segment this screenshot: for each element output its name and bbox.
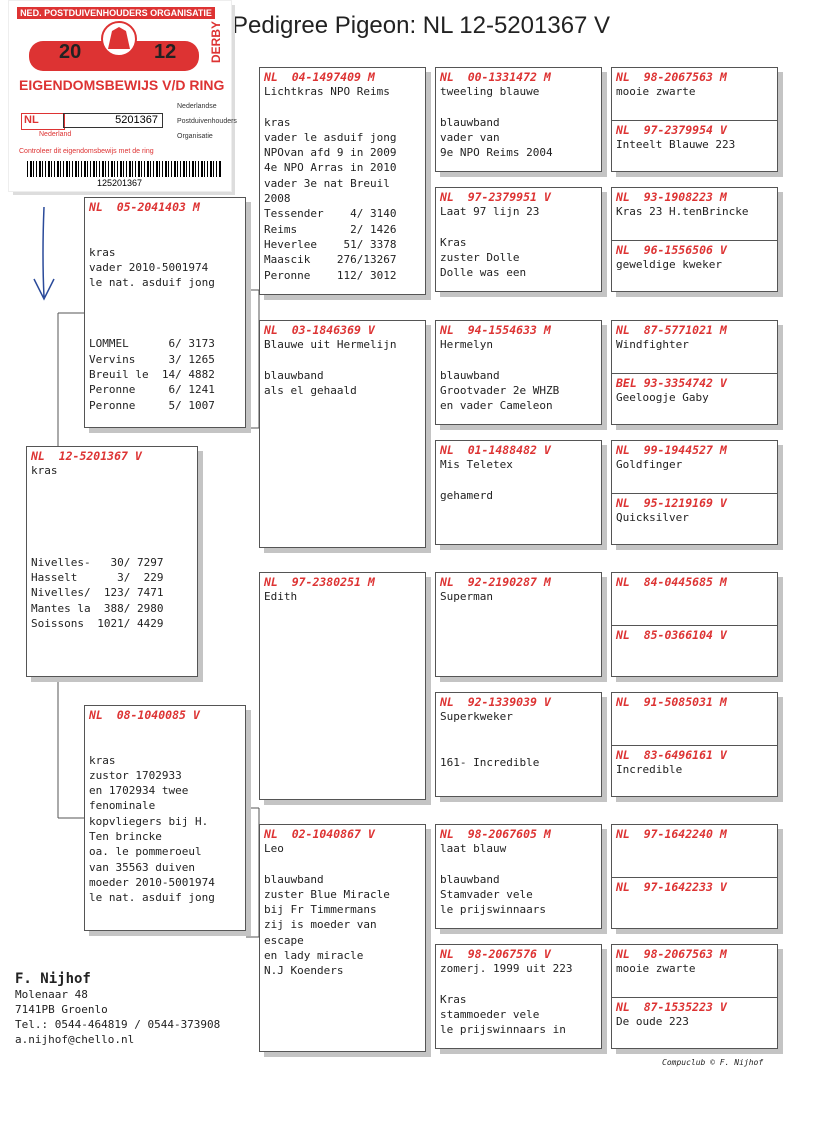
pigeon-info-line: Vervins 3/ 1265 — [89, 352, 215, 366]
pigeon-info-line: Nivelles/ 123/ 7471 — [31, 586, 164, 600]
pigeon-info-line — [85, 214, 245, 229]
pigeon-info-line: N.J Koenders — [264, 964, 344, 978]
great-great-grandparent-box — [611, 187, 778, 292]
pigeon-info-line: Grootvader 2e WHZB — [440, 383, 560, 397]
pigeon-info-line: mooie zwarte — [616, 962, 696, 975]
certificate-heading: EIGENDOMSBEWIJS V/D RING — [19, 77, 225, 93]
certificate-year-left: 20 — [59, 41, 82, 63]
great-grandparent-box — [435, 67, 602, 172]
pigeon-info-line: stammoeder vele — [440, 1007, 540, 1021]
ring-number: NL 00-1331472 M — [440, 70, 551, 84]
pigeon-info-line: Kras — [440, 235, 467, 249]
pigeon-info-line: Hasselt 3/ 229 — [31, 571, 164, 585]
great-grandparent-box — [435, 824, 602, 929]
grandparent-box — [259, 824, 426, 1052]
certificate-derby: DERBY — [209, 20, 223, 63]
pigeon-info-line: fenominale — [89, 799, 156, 813]
sire-entry — [612, 825, 777, 841]
pigeon-info-line: Windfighter — [616, 338, 689, 351]
pigeon-info-line: Hermelyn — [440, 338, 493, 351]
npo-line: Organisatie — [177, 133, 213, 140]
certificate-country: NL — [21, 113, 65, 130]
ring-number: NL 98-2067563 M — [616, 947, 727, 961]
pigeon-info-line — [436, 976, 601, 991]
arrow-down-icon — [30, 205, 60, 305]
pigeon-info-line: moeder 2010-5001974 — [89, 875, 215, 889]
great-great-grandparent-box — [611, 692, 778, 797]
dam-entry — [612, 373, 777, 405]
pigeon-info-line: kras — [31, 464, 58, 477]
sire-entry — [612, 321, 777, 352]
pigeon-info-line: Geeloogje Gaby — [616, 391, 709, 404]
ring-number: NL 97-1642233 V — [616, 880, 727, 894]
ring-ownership-certificate — [9, 1, 237, 191]
pigeon-info-line: Reims 2/ 1426 — [264, 222, 397, 236]
pigeon-info-line: Tessender 4/ 3140 — [264, 207, 397, 221]
owner-line: 7141PB Groenlo — [15, 1003, 108, 1016]
pigeon-info-line: le nat. asduif jong — [89, 276, 215, 290]
pigeon-info-line: Lichtkras NPO Reims — [264, 85, 390, 98]
pigeon-info-line: tweeling blauwe — [440, 85, 540, 98]
great-grandparent-box — [435, 440, 602, 545]
pigeon-info-line: kras — [89, 245, 116, 259]
great-great-grandparent-box — [611, 572, 778, 677]
pigeon-info-line: Incredible — [616, 763, 683, 776]
ring-number: NL 12-5201367 V — [31, 449, 142, 463]
great-grandparent-box — [435, 187, 602, 292]
pigeon-info-line: Peronne 6/ 1241 — [89, 383, 215, 397]
ring-number: NL 87-1535223 V — [616, 1000, 727, 1014]
pigeon-info-line — [85, 321, 245, 336]
pigeon-info-line — [27, 539, 197, 554]
npo-line: Postduivenhouders — [177, 118, 237, 125]
pigeon-info-line: blauwband — [440, 368, 500, 382]
pigeon-info-line — [436, 856, 601, 871]
npo-line: Nederlandse — [177, 103, 217, 110]
pigeon-info-line: Edith — [264, 590, 298, 603]
pigeon-info-line: blauwband — [440, 872, 500, 886]
dam-entry — [612, 877, 777, 894]
owner-name: F. Nijhof — [15, 971, 91, 987]
pigeon-info-line: oa. le pommeroeul — [89, 845, 202, 859]
certificate-control-text: Controleer dit eigendomsbewijs met de ring — [19, 148, 154, 155]
sire-entry — [612, 441, 777, 472]
pigeon-info-line: laat blauw — [440, 842, 507, 855]
certificate-org: NED. POSTDUIVENHOUDERS ORGANISATIE — [17, 7, 215, 19]
ring-number: NL 98-2067576 V — [440, 947, 551, 961]
pigeon-info-line: Kras 23 H.tenBrincke — [616, 205, 749, 218]
pigeon-info-line: Superkweker — [440, 710, 513, 723]
dam-entry — [612, 120, 777, 152]
footer-credit: Compuclub © F. Nijhof — [662, 1058, 764, 1067]
page-title: Pedigree Pigeon: NL 12-5201367 V — [232, 12, 611, 39]
ring-number: NL 85-0366104 V — [616, 628, 727, 642]
pigeon-info-line: Mis Teletex — [440, 458, 513, 471]
pigeon-info-line: 161- Incredible — [440, 755, 540, 769]
ring-number: NL 98-2067563 M — [616, 70, 727, 84]
sire-entry — [612, 693, 777, 709]
ring-number: NL 93-1908223 M — [616, 190, 727, 204]
dam-entry — [612, 997, 777, 1029]
pigeon-info-line: Dolle was een — [440, 266, 527, 280]
dam-box — [84, 705, 246, 931]
pigeon-info-line — [436, 99, 601, 114]
sire-entry — [612, 188, 777, 219]
owner-line: Tel.: 0544-464819 / 0544-373908 — [15, 1018, 221, 1031]
great-great-grandparent-box — [611, 67, 778, 172]
pigeon-info-line: vader le asduif jong — [264, 130, 397, 144]
pigeon-info-line: escape — [264, 933, 304, 947]
pigeon-info-line: 4e NPO Arras in 2010 — [264, 161, 397, 175]
pigeon-info-line: blauwband — [264, 872, 324, 886]
ring-number: NL 02-1040867 V — [264, 827, 375, 841]
pigeon-info-line: kopvliegers bij H. — [89, 814, 209, 828]
pigeon-info-line — [260, 352, 425, 367]
dam-entry — [612, 493, 777, 525]
pigeon-info-line — [85, 290, 245, 305]
pigeon-info-line: De oude 223 — [616, 1015, 689, 1028]
ring-number: NL 97-1642240 M — [616, 827, 727, 841]
pigeon-info-line: en vader Cameleon — [440, 399, 553, 413]
ring-number: NL 92-1339039 V — [440, 695, 551, 709]
pigeon-info-line: Inteelt Blauwe 223 — [616, 138, 736, 151]
pigeon-info-line: Kras — [440, 992, 467, 1006]
grandparent-box — [259, 67, 426, 295]
pigeon-info-line: LOMMEL 6/ 3173 — [89, 337, 215, 351]
pigeon-info-line: Mantes la 388/ 2980 — [31, 601, 164, 615]
ring-number: NL 99-1944527 M — [616, 443, 727, 457]
pigeon-info-line: vader van — [440, 130, 500, 144]
pigeon-info-line — [85, 737, 245, 752]
certificate-npo-text — [177, 99, 237, 144]
ring-number: NL 05-2041403 M — [89, 200, 200, 214]
pigeon-info-line: Blauwe uit Hermelijn — [264, 338, 397, 351]
barcode-number: 125201367 — [97, 178, 143, 188]
pigeon-info-line: Soissons 1021/ 4429 — [31, 616, 164, 630]
pigeon-info-line: mooie zwarte — [616, 85, 696, 98]
pigeon-info-line: le nat. asduif jong — [89, 891, 215, 905]
ring-number: NL 03-1846369 V — [264, 323, 375, 337]
pigeon-info-line — [85, 722, 245, 737]
pigeon-info-line: Maascik 276/13267 — [264, 253, 397, 267]
pigeon-info-line: Breuil le 14/ 4882 — [89, 367, 215, 381]
ring-number: NL 87-5771021 M — [616, 323, 727, 337]
ring-number: NL 97-2379951 V — [440, 190, 551, 204]
pigeon-info-line — [436, 724, 601, 739]
pigeon-info-line: Leo — [264, 842, 284, 855]
ring-number: NL 96-1556506 V — [616, 243, 727, 257]
ring-number: NL 01-1488482 V — [440, 443, 551, 457]
pigeon-info-line — [436, 740, 601, 755]
pigeon-info-line: blauwband — [440, 115, 500, 129]
pigeon-info-line — [85, 229, 245, 244]
pigeon-info-line — [27, 478, 197, 493]
pigeon-info-line: blauwband — [264, 368, 324, 382]
great-great-grandparent-box — [611, 824, 778, 929]
pigeon-info-line: 2008 — [264, 192, 291, 206]
dam-entry — [612, 745, 777, 777]
ring-number: NL 97-2380251 M — [264, 575, 375, 589]
ring-number: NL 95-1219169 V — [616, 496, 727, 510]
pigeon-info-line: vader 3e nat Breuil — [264, 176, 390, 190]
pigeon-info-line: van 35563 duiven — [89, 860, 195, 874]
certificate-country-name: Nederland — [39, 131, 72, 138]
pigeon-info-line: en lady miracle — [264, 949, 364, 963]
sire-entry — [612, 573, 777, 589]
pigeon-info-line: Laat 97 lijn 23 — [440, 205, 540, 218]
ring-number: NL 97-2379954 V — [616, 123, 727, 137]
pigeon-info-line: kras — [89, 753, 116, 767]
ring-number: NL 94-1554633 M — [440, 323, 551, 337]
pigeon-info-line: zomerj. 1999 uit 223 — [440, 962, 573, 975]
pigeon-info-line: bij Fr Timmermans — [264, 903, 377, 917]
pigeon-info-line: Superman — [440, 590, 493, 603]
great-grandparent-box — [435, 320, 602, 425]
ring-number: NL 08-1040085 V — [89, 708, 200, 722]
ring-number: NL 91-5085031 M — [616, 695, 727, 709]
ring-number: NL 84-0445685 M — [616, 575, 727, 589]
pigeon-info-line: Peronne 5/ 1007 — [89, 398, 215, 412]
pigeon-info-line: Peronne 112/ 3012 — [264, 268, 397, 282]
owner-line: Molenaar 48 — [15, 988, 88, 1001]
pigeon-info-line — [436, 219, 601, 234]
pigeon-info-line — [436, 352, 601, 367]
owner-block — [15, 972, 220, 1047]
sire-entry — [612, 945, 777, 976]
barcode-icon — [27, 161, 222, 177]
pigeon-info-line: zuster Dolle — [440, 250, 520, 264]
dam-entry — [612, 625, 777, 642]
pigeon-info-line: zustor 1702933 — [89, 768, 182, 782]
pigeon-info-line — [27, 494, 197, 509]
pigeon-info-line: Stamvader vele — [440, 887, 533, 901]
great-great-grandparent-box — [611, 440, 778, 545]
ring-number: NL 04-1497409 M — [264, 70, 375, 84]
pigeon-info-line — [85, 306, 245, 321]
pigeon-info-line — [27, 509, 197, 524]
grandparent-box — [259, 320, 426, 548]
pigeon-info-line — [260, 856, 425, 871]
certificate-ring-number: 5201367 — [63, 113, 163, 128]
pigeon-info-line — [260, 99, 425, 114]
pigeon-info-line: Ten brincke — [89, 830, 162, 844]
pigeon-info-line: Heverlee 51/ 3378 — [264, 237, 397, 251]
pigeon-info-line: le prijswinnaars in — [440, 1023, 566, 1037]
grandparent-box — [259, 572, 426, 800]
pigeon-info-line: Nivelles- 30/ 7297 — [31, 555, 164, 569]
pigeon-info-line — [436, 472, 601, 487]
pigeon-info-line: zuster Blue Miracle — [264, 887, 390, 901]
ring-number: NL 92-2190287 M — [440, 575, 551, 589]
pigeon-info-line: le prijswinnaars — [440, 903, 546, 917]
ring-number: NL 98-2067605 M — [440, 827, 551, 841]
pigeon-info-line: en 1702934 twee — [89, 784, 189, 798]
owner-line: a.nijhof@chello.nl — [15, 1033, 135, 1046]
pigeon-info-line — [27, 524, 197, 539]
great-great-grandparent-box — [611, 944, 778, 1049]
subject-pigeon-box — [26, 446, 198, 677]
great-grandparent-box — [435, 944, 602, 1049]
pigeon-info-line: vader 2010-5001974 — [89, 260, 209, 274]
great-grandparent-box — [435, 692, 602, 797]
pigeon-info-line: 9e NPO Reims 2004 — [440, 146, 553, 160]
pigeon-info-line: kras — [264, 115, 291, 129]
certificate-year-right: 12 — [154, 41, 177, 63]
great-grandparent-box — [435, 572, 602, 677]
pigeon-info-line: zij is moeder van — [264, 918, 377, 932]
dam-entry — [612, 240, 777, 272]
pigeon-info-line: gehamerd — [440, 488, 493, 502]
pigeon-info-line: Goldfinger — [616, 458, 683, 471]
pigeon-info-line: Quicksilver — [616, 511, 689, 524]
great-great-grandparent-box — [611, 320, 778, 425]
ring-number: NL 83-6496161 V — [616, 748, 727, 762]
sire-box — [84, 197, 246, 428]
pigeon-info-line: als el gehaald — [264, 383, 357, 397]
pigeon-info-line: NPOvan afd 9 in 2009 — [264, 146, 397, 160]
sire-entry — [612, 68, 777, 99]
lion-emblem-icon — [94, 19, 144, 59]
pigeon-info-line: geweldige kweker — [616, 258, 722, 271]
ring-number: BEL 93-3354742 V — [616, 376, 727, 390]
